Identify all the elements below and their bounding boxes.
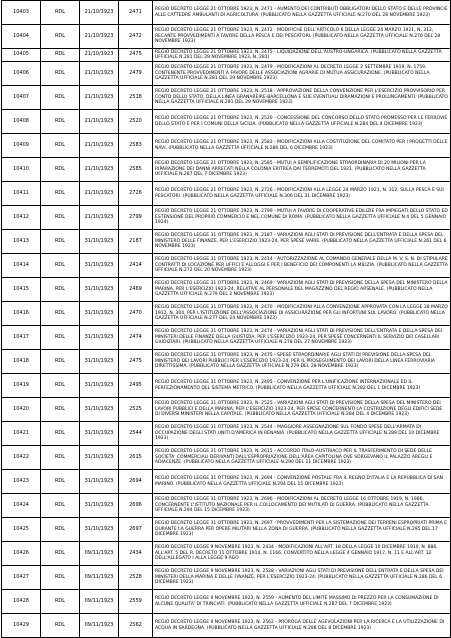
table-row [2, 470, 451, 494]
act-description: REGIO DECRETO LEGGE 31 OTTOBRE 1923, N. 2474 - VARIAZIONI AGLI STATI DI PREVISIONE DELL'ENTRATA E DELLA SPESA DEI MINISTERI DELLE FINANZE DELLA GIUSTIZIA, PER L'ESERCIZIO 1923-24, PER SPESE CONCERNENTI IL SERVIZIO DEI CASELLARI GIUDIZIARI. (PUBBLICATO NELLA GAZZETTA UFFICIALE N.278 DEL 27 NOVEMBRE 1923) [153, 326, 451, 350]
act-description: REGIO DECRETO LEGGE 21 OTTOBRE 1923, N. 2475 - LIQUIDAZIONE DELL'AUSTRO-UNGARICA. (PUBBLICATO NELLA GAZZETTA UFFICIALE N.281 DEL 29 NOVEMBRE 1923, N. 281) [153, 49, 451, 62]
table-row [2, 134, 451, 158]
act-number: 2475 [119, 350, 153, 374]
act-date: 21/10/1923 [80, 49, 119, 62]
act-number: 2726 [119, 182, 153, 206]
act-number: 2414 [119, 254, 153, 278]
act-date: 31/10/1923 [80, 470, 119, 494]
record-number: 10411 [2, 182, 41, 206]
table-row [2, 49, 451, 62]
act-description: REGIO DECRETO LEGGE 31 OTTOBRE 1923, N. 2525 - VARIAZIONI AGLI STATI DI PREVISIONE DELLA SPESA DEL MINISTERO DEI LAVORI PUBBLICI E DELLA MARINA, PER L'ESERCIZIO 1923-24, PER SPESE CONCERNENTI LA COSTRUZIONE DEGLI EDIFICI SEDE DI DIVERSI MINISTERI NELLA CAPITALE. (PUBBLICATO NELLA GAZZETTA UFFICIALE N.284 DEL 4 DICEMBRE 1923) [153, 398, 451, 422]
record-number: 10424 [2, 494, 41, 518]
record-number: 10405 [2, 49, 41, 62]
act-description: REGIO DECRETO LEGGE 31 OTTOBRE 1923, N. 2469 - VARIAZIONI AGLI STATI DI PREVISIONE DELLA SPESA DEL MINISTERO DELLA MARINA, PER L'ESERCIZIO 1923-24, RELATIVE AL PERSONALE DEL MAGAZZINO DEL REGIO ARSENALE. (PUBBLICATO NELLA GAZZETTA UFFICIALE N.279 DEL 2 NOVEMBRE 1923) [153, 278, 451, 302]
table-row [2, 86, 451, 110]
act-description: REGIO DECRETO LEGGE 21 OTTOBRE 1923, N. 2583 - MODIFICAZIONI ALLA COSTITUZIONE DEL COMITATO PER I PROGETTI DELLE NAVI. (PUBBLICATO NELLA GAZZETTA UFFICIALE N.286 DEL 6 DICEMBRE 1923) [153, 134, 451, 158]
act-type: RDL [41, 158, 80, 182]
act-number: 2518 [119, 86, 153, 110]
act-type: RDL [41, 494, 80, 518]
act-date: 21/10/1923 [80, 158, 119, 182]
act-description: REGIO DECRETO LEGGE 31 OTTOBRE 1923, N. 2694 - CONVENZIONE POSTALE FRA IL REGNO D'ITALIA E LA REPUBBLICA DI SAN MARINO. (PUBBLICATO NELLA GAZZETTA UFFICIALE N.294 DEL 15 DICEMBRE 1923) [153, 470, 451, 494]
table-row [2, 422, 451, 446]
act-number: 2474 [119, 326, 153, 350]
act-type: RDL [41, 62, 80, 86]
table-row [2, 542, 451, 566]
table-row [2, 302, 451, 326]
table-row [2, 1, 451, 25]
act-date: 31/10/1923 [80, 302, 119, 326]
act-date: 31/10/1923 [80, 326, 119, 350]
act-number: 2479 [119, 62, 153, 86]
table-row [2, 350, 451, 374]
act-date: 21/10/1923 [80, 206, 119, 230]
record-number: 10426 [2, 542, 41, 566]
act-number: 2697 [119, 518, 153, 542]
record-number: 10418 [2, 350, 41, 374]
act-date: 09/11/1923 [80, 542, 119, 566]
act-number: 2471 [119, 1, 153, 25]
act-description: REGIO DECRETO LEGGE 31 OTTOBRE 1923, N. 2475 - SPESE STRAORDINARIE AGLI STATI DI PREVISIONE DELLA SPESA DEL MINISTERO DEI LAVORI PUBBLICI PER L'ESERCIZIO 1923-24, PER IL PROSEGUIMENTO DEI LAVORI DELLA LINEA FERROVIARIA DIRETTISSIMA. (PUBBLICATO NELLA GAZZETTA UFFICIALE N.279 DEL 28 NOVEMBRE 1923) [153, 350, 451, 374]
act-type: RDL [41, 49, 80, 62]
record-number: 10415 [2, 278, 41, 302]
act-description: REGIO DECRETO LEGGE 31 OTTOBRE 1923, N. 2544 - MAGGIORE ASSEGNAZIONE SUL FONDO SPESE DELL'ARMATA DI OCCUPAZIONE DEGLI STATI UNITI D'AMERICA IN RENANIA. (PUBBLICATO NELLA GAZZETTA UFFICIALE N.289 DEL 10 DICEMBRE 1923) [153, 422, 451, 446]
act-description: REGIO DECRETO LEGGE 9 NOVEMBRE 1923, N. 2562 - PROROGA DELLE AGEVOLAZIONI PER LA RICERCA E LA UTILIZZAZIONE DI ACQUA IN SARDEGNA. (PUBBLICATO NELLA GAZZETTA UFFICIALE N.288 DEL 8 DICEMBRE 1923) [153, 614, 451, 638]
act-description: REGIO DECRETO LEGGE 9 NOVEMBRE 1923, N. 2559 - AUMENTO DEL LIMITE MASSIMO DI PREZZO PER LA CONSUMAZIONE DI ALCUNE QUALITA' DI TRINCIATI. (PUBBLICATO NELLA GAZZETTA UFFICIALE N.287 DEL 7 DICEMBRE 1923) [153, 590, 451, 614]
record-number: 10420 [2, 398, 41, 422]
record-number: 10417 [2, 326, 41, 350]
act-number: 2559 [119, 590, 153, 614]
act-type: RDL [41, 590, 80, 614]
act-date: 31/10/1923 [80, 278, 119, 302]
record-number: 10407 [2, 86, 41, 110]
table-row [2, 566, 451, 590]
record-number: 10429 [2, 614, 41, 638]
act-date: 21/10/1923 [80, 62, 119, 86]
act-number: 2696 [119, 494, 153, 518]
act-number: 2470 [119, 302, 153, 326]
act-description: REGIO DECRETO LEGGE 21 OTTOBRE 1923, N. 2471 - AUMENTO DEI CONTRIBUTI OBBLIGATORI DELLO STATO E DELLE PROVINCIE ALLE CATTEDRE AMBULANTI DI AGRICOLTURA. (PUBBLICATO NELLA GAZZETTA UFFICIALE N.270 DEL 28 NOVEMBRE 1923) [153, 1, 451, 25]
act-number: 2520 [119, 110, 153, 134]
record-number: 10414 [2, 254, 41, 278]
act-number: 2544 [119, 422, 153, 446]
act-type: RDL [41, 326, 80, 350]
act-description: REGIO DECRETO LEGGE 31 OTTOBRE 1923, N. 2697 - PROVVEDIMENTI PER LA SISTEMAZIONE DEI TERRENI ESPROPRIATI PRIMA E DURANTE LA GUERRA PER OPERE MILITARI NELLA ZONA DI GUERRA. (PUBBLICATO NELLA GAZZETTA UFFICIALE N.295 DEL 17 DICEMBRE 1923) [153, 518, 451, 542]
act-type: RDL [41, 134, 80, 158]
act-type: RDL [41, 206, 80, 230]
act-type: RDL [41, 422, 80, 446]
act-description: REGIO DECRETO LEGGE 21 OTTOBRE 1923, N. 2518 - APPROVAZIONE DELLA CONVENZIONE PER L'ESERCIZIO PROVVISORIO PER CONTO DELLO STATO, DELLA LINEA GRANAREIRE-BARCELLONA E SUE EVENTUALI DIRAMAZIONI E PROLUNGAMENTI. (PUBBLICATO NELLA GAZZETTA UFFICIALE N.281 DEL 29 NOVEMBRE 1923) [153, 86, 451, 110]
act-type: RDL [41, 350, 80, 374]
table-row [2, 62, 451, 86]
act-type: RDL [41, 230, 80, 254]
act-date: 31/10/1923 [80, 254, 119, 278]
record-number: 10404 [2, 25, 41, 49]
table-row [2, 494, 451, 518]
act-type: RDL [41, 446, 80, 470]
act-date: 31/10/1923 [80, 446, 119, 470]
record-number: 10427 [2, 566, 41, 590]
act-description: REGIO DECRETO LEGGE 21 OTTOBRE 1923, N. 2585 - MUTUI A SEMPLIFICAZIONE STRAORDINARIA DI 20 MILIONI PER LA RIPARAZIONE DEI DANNI ARRECATI NELLA COLONIA ERITREA DAI TERREMOTI DEL 1921. (PUBBLICATO NELLA GAZZETTA UFFICIALE N.287 DEL 7 DICEMBRE 1923) [153, 158, 451, 182]
act-date: 31/10/1923 [80, 350, 119, 374]
record-number: 10410 [2, 158, 41, 182]
record-number: 10409 [2, 134, 41, 158]
act-number: 2799 [119, 206, 153, 230]
act-number: 2434 [119, 542, 153, 566]
act-date: 09/11/1923 [80, 590, 119, 614]
record-number: 10428 [2, 590, 41, 614]
table-row [2, 278, 451, 302]
record-number: 10425 [2, 518, 41, 542]
act-description: REGIO DECRETO LEGGE 31 OTTOBRE 1923, N. 2615 - ACCORDO ITALO-AUSTRIACO PER IL TRASFERIMENTO DI SEDE DELLE SOCIETA' COMMERCIALI DERIVANTI DALL'ESPROPRIAZIONE DELL'AREA CAPITOLINA OVE SORGEVANO IL PALAZZO AREGLI E ADIACENZE. (PUBBLICATO NELLA GAZZETTA UFFICIALE N.290 DEL 11 DICEMBRE 1923) [153, 446, 451, 470]
table-row [2, 254, 451, 278]
act-description: REGIO DECRETO LEGGE 9 NOVEMBRE 1923, N. 2434 - MODIFICAZIONI ALL'ART. 18 DELLA LEGGE 10 DICEMBRE 1910, N. 886, ALL'ART. 5 DEL R. DECRETO 11 OTTOBRE 1914, N. 1166, CONVERTITO NELLA LEGGE 4 GENNAIO 1917, N. 11 E ALL'ART. 12 DELL'ALLEGATO I ALLA LEGGE 9 AGO [153, 542, 451, 566]
act-type: RDL [41, 302, 80, 326]
act-type: RDL [41, 374, 80, 398]
act-date: 21/10/1923 [80, 1, 119, 25]
act-type: RDL [41, 398, 80, 422]
act-type: RDL [41, 614, 80, 638]
table-row [2, 110, 451, 134]
table-row [2, 326, 451, 350]
table-row [2, 374, 451, 398]
act-number: 2469 [119, 278, 153, 302]
act-number: 2472 [119, 25, 153, 49]
act-description: REGIO DECRETO LEGGE 21 OTTOBRE 1923, N. 2479 - MODIFICAZIONI AL DECRETO LEGGE 2 SETTEMBRE 1919, N. 1759, CONTENENTE PROVVEDIMENTI A FAVORE DELLE ASSOCIAZIONI AGRARIE DI MUTUA ASSICURAZIONE. (PUBBLICATO NELLA GAZZETTA UFFICIALE N.281 DEL 29 NOVEMBRE 1923) [153, 62, 451, 86]
act-description: REGIO DECRETO LEGGE 31 OTTOBRE 1923, N. 2470 - MODIFICAZIONI ALLA CONVENZIONE APPROVATA CON LA LEGGE 28 MARZO 1912, N. 304, PER L'ISTITUZIONE DELL'ASSOCIAZIONE DI ASSICURAZIONE PER GLI INFORTUNI SUL LAVORO. (PUBBLICATO NELLA GAZZETTA UFFICIALE N.277 DEL 24 NOVEMBRE 1923) [153, 302, 451, 326]
act-description: REGIO DECRETO LEGGE 21 OTTOBRE 1923, N. 2520 - CONCESSIONE DEL CONCORSO DELLO STATO PROMESSO PER LE FERROVIE DELLO STATO E PER I COMUNI DELLA SICILIA. (PUBBLICATO NELLA GAZZETTA UFFICIALE N.284 DEL 4 DICEMBRE 1923) [153, 110, 451, 134]
act-description: REGIO DECRETO LEGGE 21 OTTOBRE 1923, N. 2472 - MODIFICHE DELL'ARTICOLO 6 DELLA LEGGE 24 MARZO 1921, N. 312, RECANTE PROVVEDIMENTI A FAVORE DELLA PESCA E DEI PESCATORI. (PUBBLICATO NELLA GAZZETTA UFFICIALE N.270 DEL 28 NOVEMBRE 1923) [153, 25, 451, 49]
act-date: 21/10/1923 [80, 182, 119, 206]
act-type: RDL [41, 182, 80, 206]
act-number: 2615 [119, 446, 153, 470]
act-number: 2562 [119, 614, 153, 638]
act-date: 31/10/1923 [80, 374, 119, 398]
act-date: 21/10/1923 [80, 25, 119, 49]
act-type: RDL [41, 518, 80, 542]
act-date: 31/10/1923 [80, 398, 119, 422]
act-number: 2495 [119, 374, 153, 398]
table-row [2, 614, 451, 638]
act-description: REGIO DECRETO LEGGE 31 OTTOBRE 1923, N. 2414 - AUTORIZZAZIONE AL COMANDO GENERALE DELLA M. V. S. N. DI STIPULARE CONTRATTI DI LOCAZIONE PER UFFICI E ALLOGGI E PER I BENEFICIO DEI COMPONENTI LA MILIZIA. (PUBBLICATO NELLA GAZZETTA UFFICIALE N.272 DEL 20 NOVEMBRE 1923) [153, 254, 451, 278]
act-type: RDL [41, 86, 80, 110]
act-date: 21/10/1923 [80, 110, 119, 134]
act-description: REGIO DECRETO LEGGE 31 OTTOBRE 1923, N. 2696 - MODIFICAZIONI AL DECRETO LEGGE 16 OTTOBRE 1919, N. 1986, CONCERNENTE L'ISTITUTO NAZIONALE PER IL COLLOCAMENTO DEI MUTILATI DI GUERRA. (PUBBLICATO NELLA GAZZETTA UFFICIALE N.294 DEL 15 DICEMBRE 1923) [153, 494, 451, 518]
act-type: RDL [41, 110, 80, 134]
table-row [2, 590, 451, 614]
act-date: 21/10/1923 [80, 86, 119, 110]
act-number: 2525 [119, 398, 153, 422]
table-row [2, 518, 451, 542]
act-description: REGIO DECRETO LEGGE 21 OTTOBRE 1923, N. 2726 - MODIFICAZIONI ALLA LEGGE 24 MARZO 1921, N. 312, SULLA PESCA E SUI PESCATORI. (PUBBLICATO NELLA GAZZETTA UFFICIALE N.306 DEL 31 DICEMBRE 1923) [153, 182, 451, 206]
act-date: 31/10/1923 [80, 518, 119, 542]
act-type: RDL [41, 542, 80, 566]
act-number: 2583 [119, 134, 153, 158]
table-row [2, 158, 451, 182]
record-number: 10422 [2, 446, 41, 470]
record-number: 10421 [2, 422, 41, 446]
act-number: 2694 [119, 470, 153, 494]
table-row [2, 446, 451, 470]
record-number: 10412 [2, 206, 41, 230]
act-number: 2475 [119, 49, 153, 62]
act-description: REGIO DECRETO LEGGE 9 NOVEMBRE 1923, N. 2528 - VARIAZIONI AGLI STATI DI PREVISIONE DELL'ENTRATA E DELLA SPESA DEI MINISTERI DELLA MARINA E DELLE FINANZE, PER L'ESERCIZIO 1923-24. (PUBBLICATO NELLA GAZZETTA UFFICIALE N.286 DEL 6 DICEMBRE 1923) [153, 566, 451, 590]
record-number: 10403 [2, 1, 41, 25]
act-date: 21/10/1923 [80, 134, 119, 158]
act-type: RDL [41, 278, 80, 302]
decree-table [1, 0, 451, 638]
act-type: RDL [41, 254, 80, 278]
act-type: RDL [41, 566, 80, 590]
record-number: 10413 [2, 230, 41, 254]
act-description: REGIO DECRETO LEGGE 31 OTTOBRE 1923, N. 2187 - VARIAZIONI AGLI STATI DI PREVISIONE DELL'ENTRATA E DELLA SPESA DEL MINISTERO DELLE FINANZE, PER L'ESERCIZIO 1923-24, PER SPESE VARIE. (PUBBLICATO NELLA GAZZETTA UFFICIALE N.261 DEL 6 NOVEMBRE 1923) [153, 230, 451, 254]
act-number: 2528 [119, 566, 153, 590]
act-date: 31/10/1923 [80, 494, 119, 518]
act-description: REGIO DECRETO LEGGE 31 OTTOBRE 1923, N. 2495 - CONVENZIONE PER L'UNIFICAZIONE INTERNAZIONALE ED IL PERFEZIONAMENTO DEL SISTEMA METRICO. (PUBBLICATO NELLA GAZZETTA UFFICIALE N.282 DEL 1 DICEMBRE 1923) [153, 374, 451, 398]
record-number: 10406 [2, 62, 41, 86]
act-type: RDL [41, 1, 80, 25]
record-number: 10408 [2, 110, 41, 134]
act-date: 31/10/1923 [80, 422, 119, 446]
table-row [2, 182, 451, 206]
record-number: 10423 [2, 470, 41, 494]
table-row [2, 398, 451, 422]
act-number: 2187 [119, 230, 153, 254]
act-date: 09/11/1923 [80, 614, 119, 638]
act-date: 09/11/1923 [80, 566, 119, 590]
act-date: 31/10/1923 [80, 230, 119, 254]
record-number: 10416 [2, 302, 41, 326]
act-number: 2585 [119, 158, 153, 182]
table-row [2, 206, 451, 230]
table-row [2, 25, 451, 49]
act-description: REGIO DECRETO LEGGE 21 OTTOBRE 1923, N. 2799 - MUTUI A FAVORE DI COOPERATIVE EDILIZIE FRA IMPIEGATI DELLO STATO ED ESTENSIONE DEL PROPRIO COMMERCIO E NEL COMUNE DI ROMA. (PUBBLICATO NELLA GAZZETTA UFFICIALE N.4 DEL 5 GENNAIO 1924) [153, 206, 451, 230]
table-row [2, 230, 451, 254]
act-type: RDL [41, 25, 80, 49]
record-number: 10419 [2, 374, 41, 398]
decree-table-body [2, 1, 451, 638]
act-type: RDL [41, 470, 80, 494]
